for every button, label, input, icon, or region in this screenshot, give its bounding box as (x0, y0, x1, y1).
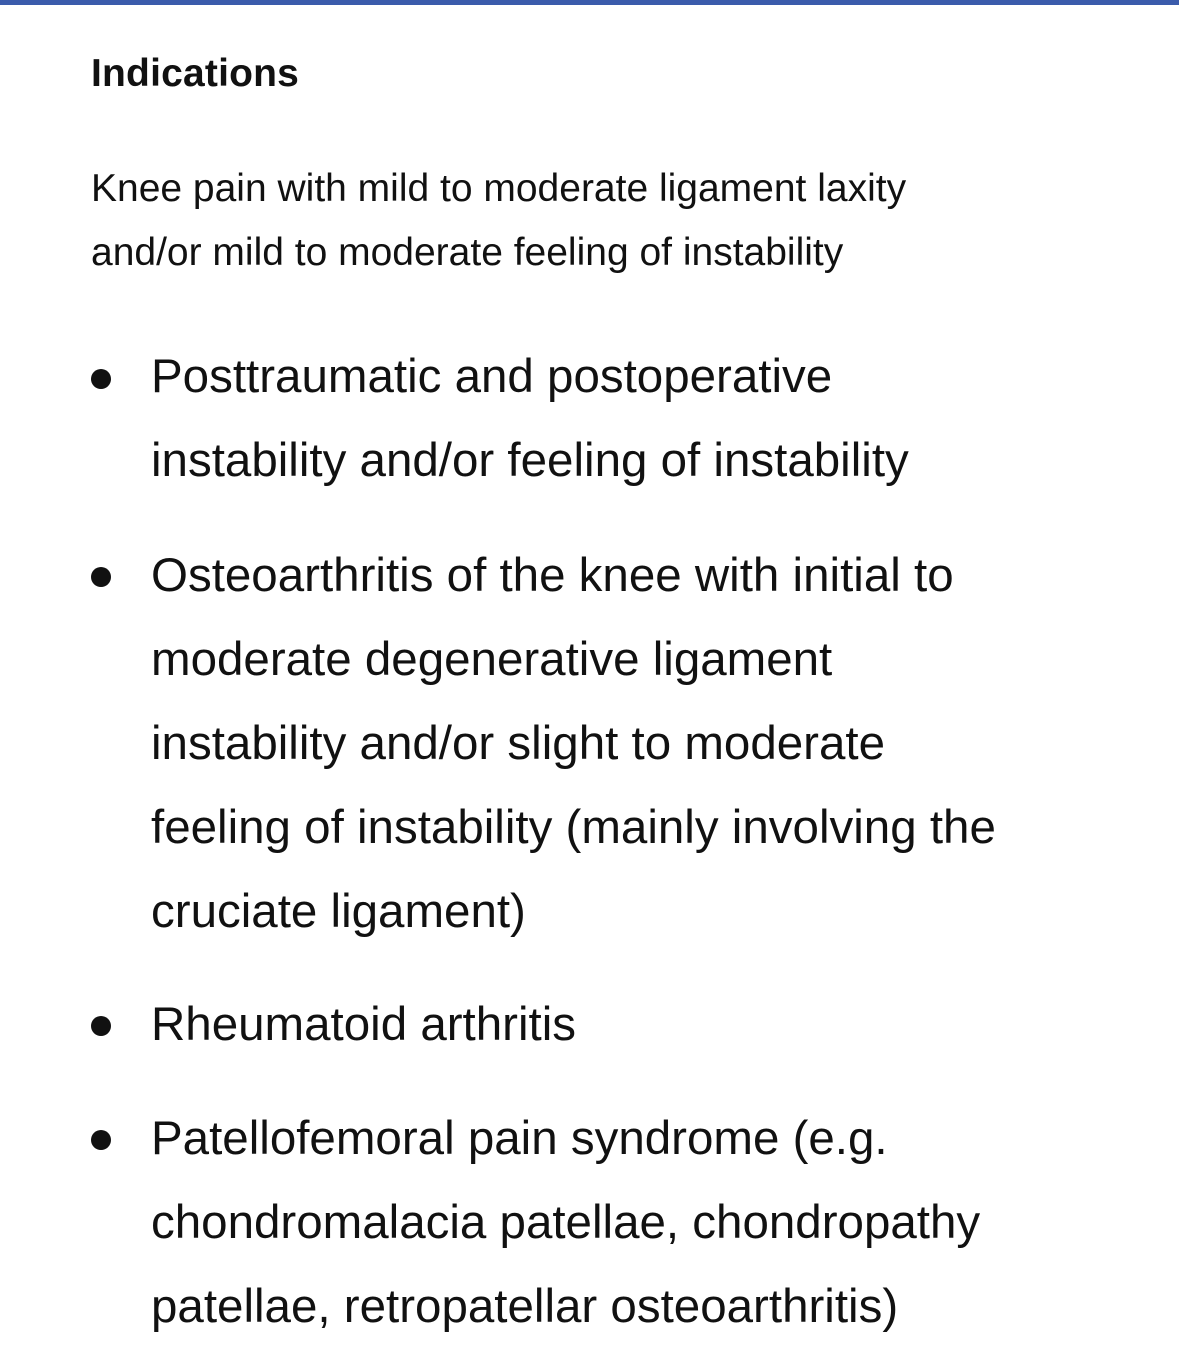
bullet-icon (91, 1016, 111, 1036)
list-item-text: Rheumatoid arthritis (151, 998, 577, 1051)
list-item-text: Patellofemoral pain syndrome (e.g. chondromalacia patellae, chondropathy patellae, retropatellar osteoarthritis) (151, 1112, 981, 1333)
list-item-text: Posttraumatic and postoperative instability and/or feeling of instability (151, 350, 909, 487)
bullet-icon (91, 1130, 111, 1150)
section-heading: Indications (91, 52, 300, 95)
top-accent-rule (0, 0, 1179, 5)
bullet-icon (91, 369, 111, 389)
list-item-text: Osteoarthritis of the knee with initial to moderate degenerative ligament instability and/or slight to moderate feeling of instability (mainly involving the cruciate ligament) (151, 549, 996, 938)
bullet-icon (91, 567, 111, 587)
intro-paragraph: Knee pain with mild to moderate ligament laxity and/or mild to moderate feeling of instability (91, 167, 907, 274)
